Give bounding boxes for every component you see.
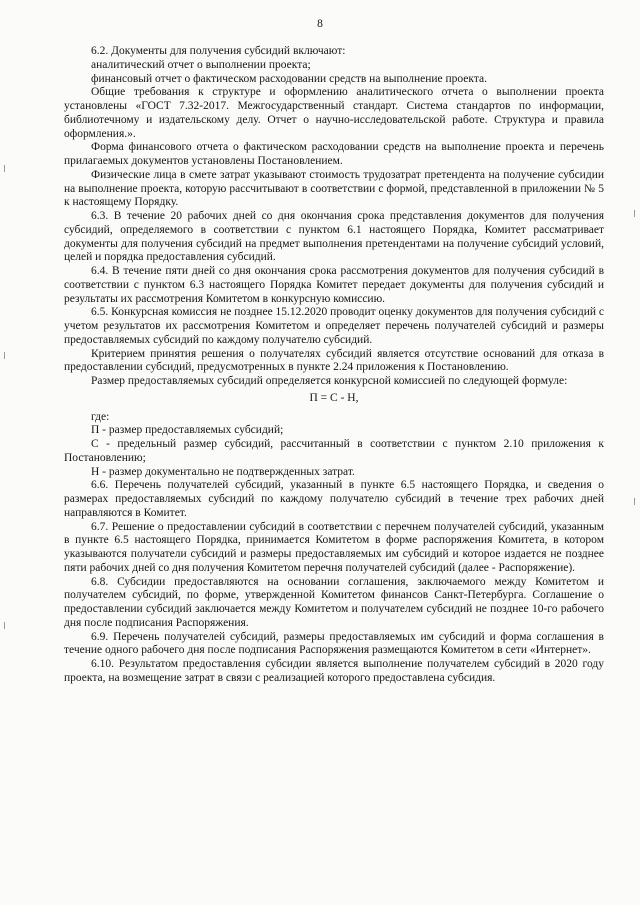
scan-edge-mark (634, 210, 635, 217)
paragraph: Форма финансового отчета о фактическом расходовании средств на выполнение проекта и перечень прилагаемых документов установлены Постановлением. (64, 141, 604, 167)
paragraph: Размер предоставляемых субсидий определяется конкурсной комиссией по следующей формуле: (91, 375, 568, 387)
paragraph: Критерием принятия решения о получателях субсидий является отсутствие оснований для отказа в предоставлении субсидий, предусмотренных в пункте 2.24 приложения к Постановлению. (64, 347, 604, 374)
paragraph: 6.5. Конкурсная комиссия не позднее 15.12.2020 проводит оценку документов для получения субсидий с учетом результатов их рассмотрения Комитетом и определяет перечень получателей субсидий и размеры предоставляемых субсидий по каждому получателю субсидий. (64, 306, 604, 346)
paragraph: 6.9. Перечень получателей субсидий, размеры предоставляемых им субсидий и форма соглашения в течение одного рабочего дня после подписания Распоряжения размещаются Комитетом в сети «Интернет». (64, 630, 604, 657)
paragraph: С - предельный размер субсидий, рассчитанный в соответствии с пунктом 2.10 приложения к Постановлению; (64, 438, 604, 464)
paragraph: аналитический отчет о выполнении проекта; (91, 58, 311, 71)
paragraph: 6.4. В течение пяти дней со дня окончания срока рассмотрения документов для получения субсидий в соответствии с пунктом 6.3 настоящего Порядка Комитет передает документы для получения субсидий и результаты их рассмотрения Комитетом в конкурсную комиссию. (64, 265, 604, 305)
paragraph: 6.8. Субсидии предоставляются на основании соглашения, заключаемого между Комитетом и получателем субсидий, по форме, утвержденной Комитетом финансов Санкт-Петербурга. Соглашение о предоставлении субсидий заключается между Комитетом и получателем субсидий не позднее 10-го рабочего дня после подписания Распоряжения. (64, 575, 604, 629)
formula: П = С - Н, (309, 391, 359, 404)
paragraph: 6.7. Решение о предоставлении субсидий в соответствии с перечнем получателей субсидий, указанным в пункте 6.5 настоящего Порядка, принимается Комитетом в форме распоряжения Комитета, в котором указываются получатели субсидий и размеры предоставляемых им субсидий и которое издается не позднее пяти рабочих дней со дня получения Комитетом перечня получателей субсидий (далее - Распоряжение). (64, 520, 604, 574)
document-body (64, 45, 604, 686)
scan-edge-mark (4, 622, 5, 629)
paragraph: 6.3. В течение 20 рабочих дней со дня окончания срока представления документов для получения субсидий, определяемого в соответствии с пунктом 6.1 настоящего Порядка, Комитет рассматривает документы для получения субсидий на предмет выполнения претендентами на получение субсидий условий, целей и порядка предоставления субсидий. (64, 210, 604, 264)
paragraph: П - размер предоставляемых субсидий; (91, 424, 284, 437)
paragraph: где: (91, 410, 110, 423)
paragraph: Общие требования к структуре и оформлению аналитического отчета о выполнении проекта установлены «ГОСТ 7.32-2017. Межгосударственный стандарт. Система стандартов по информации, библиотечному и издательскому делу. Отчет о научно-исследовательской работе. Структура и правила оформления.». (64, 86, 604, 140)
paragraph: 6.6. Перечень получателей субсидий, указанный в пункте 6.5 настоящего Порядка, и сведения о размерах предоставляемых субсидий по каждому получателю субсидий в течение трех рабочих дней направляются в Комитет. (64, 479, 604, 519)
paragraph: Физические лица в смете затрат указывают стоимость трудозатрат претендента на получение субсидии на выполнение проекта, которую рассчитывают в соответствии с формой, представленной в приложении № 5 к настоящему Порядку. (64, 168, 604, 209)
paragraph: Н - размер документально не подтвержденных затрат. (91, 465, 355, 478)
scan-edge-mark (4, 165, 5, 172)
paragraph: финансовый отчет о фактическом расходовании средств на выполнение проекта. (91, 72, 487, 85)
scan-edge-mark (634, 498, 635, 505)
scan-edge-mark (4, 352, 5, 359)
page-number: 8 (317, 18, 323, 30)
paragraph: 6.2. Документы для получения субсидий включают: (91, 45, 346, 57)
paragraph: 6.10. Результатом предоставления субсидии является выполнение получателем субсидий в 2020 году проекта, на возмещение затрат в связи с реализацией которого предоставлена субсидия. (64, 658, 604, 684)
